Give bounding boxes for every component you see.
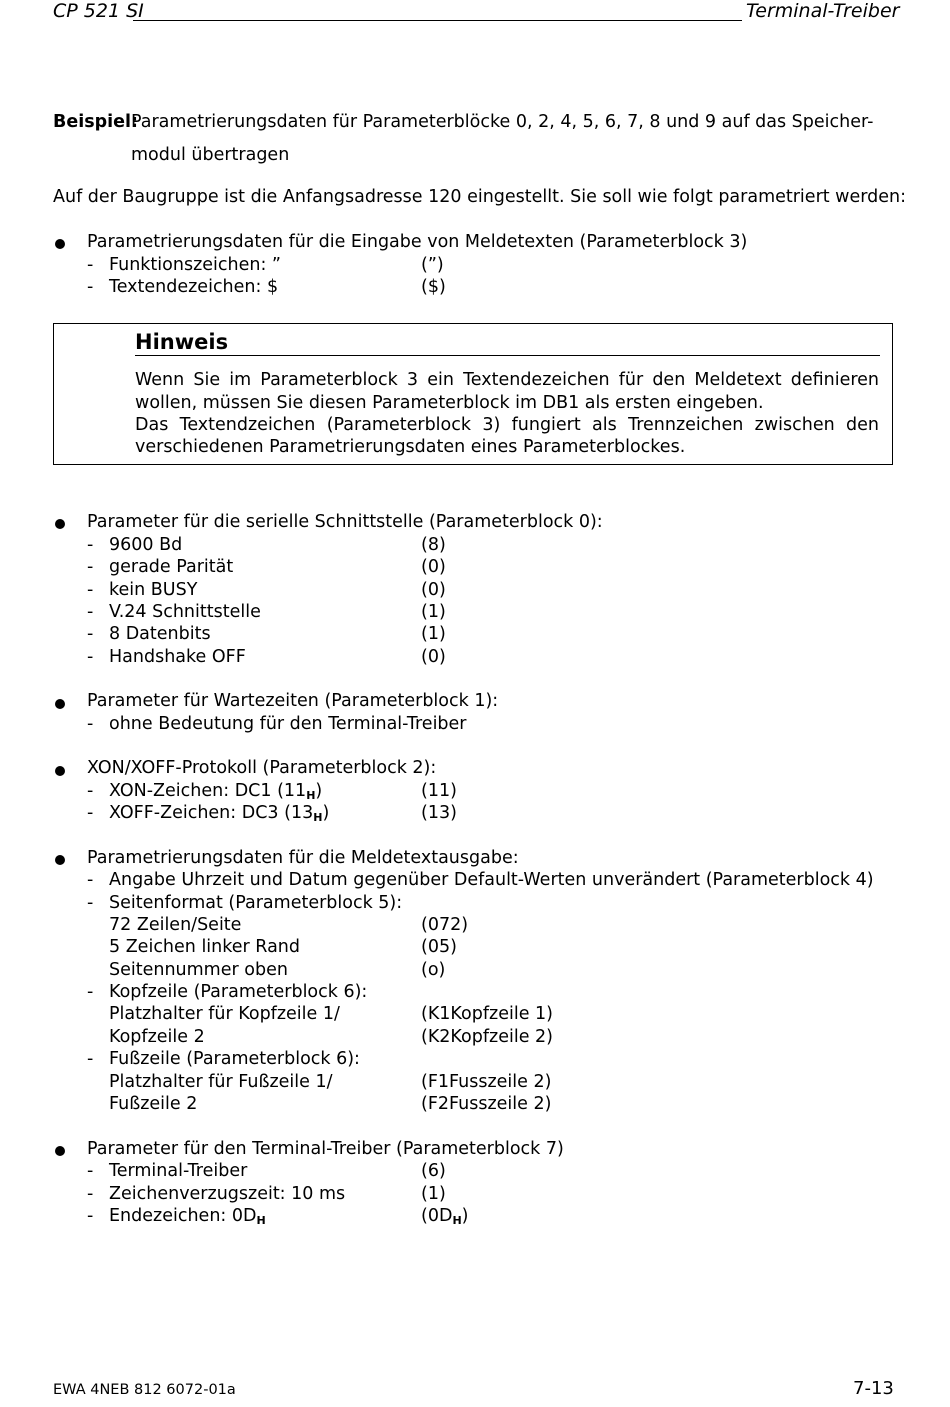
section3-item: ohne Bedeutung für den Terminal-Treiber: [109, 714, 467, 734]
example-label: Beispiel:: [53, 112, 139, 132]
page-number: 7-13: [853, 1378, 894, 1399]
dash: -: [87, 624, 94, 644]
page-row-value: (05): [421, 937, 457, 957]
section2-item: Handshake OFF: [109, 647, 246, 667]
xoff-value: (13): [421, 803, 457, 823]
xon-item: XON-Zeichen: DC1 $(11_H)$: [109, 781, 323, 802]
section5-item: Kopfzeile (Parameterblock 6):: [109, 982, 368, 1002]
note-line: Wenn Sie im Parameterblock 3 ein Textendezeichen für den Meldetext definieren: [135, 370, 879, 390]
section1-item: Textendezeichen: $: [109, 277, 279, 297]
dash: -: [87, 714, 94, 734]
section5-item: Fußzeile (Parameterblock 6):: [109, 1049, 360, 1069]
end-char-value: $(0D_H)$: [421, 1206, 469, 1227]
xoff-item: XOFF-Zeichen: DC3 $(13_H)$: [109, 803, 330, 824]
note-line: verschiedenen Parametrierungsdaten eines Parameterblockes.: [135, 437, 686, 457]
section1-title: Parametrierungsdaten für die Eingabe von Meldetexten (Parameterblock 3): [87, 232, 748, 252]
section2-value: (1): [421, 602, 446, 622]
bullet-icon: [55, 239, 65, 249]
dash: -: [87, 893, 94, 913]
section5-item: Seitenformat (Parameterblock 5):: [109, 893, 403, 913]
page-row-value: (o): [421, 960, 446, 980]
section2-title: Parameter für die serielle Schnittstelle (Parameterblock 0):: [87, 512, 603, 532]
dash: -: [87, 870, 94, 890]
foot-row-value: (F2Fusszeile 2): [421, 1094, 552, 1114]
section4-title: XON/XOFF-Protokoll (Parameterblock 2):: [87, 758, 437, 778]
section2-item: 8 Datenbits: [109, 624, 211, 644]
note-line: Das Textendzeichen (Parameterblock 3) fungiert als Trennzeichen zwischen den: [135, 415, 879, 435]
dash: -: [87, 535, 94, 555]
section6-item: Zeichenverzugszeit: 10 ms: [109, 1184, 346, 1204]
page-row: Seitennummer oben: [109, 960, 288, 980]
page-row: 72 Zeilen/Seite: [109, 915, 242, 935]
section6-value: (6): [421, 1161, 446, 1181]
section2-value: (0): [421, 557, 446, 577]
dash: -: [87, 602, 94, 622]
intro-text: Auf der Baugruppe ist die Anfangsadresse 120 eingestellt. Sie soll wie folgt parametriert werden:: [53, 187, 907, 207]
bullet-icon: [55, 1146, 65, 1156]
section2-value: (8): [421, 535, 446, 555]
note-title: Hinweis: [135, 330, 229, 354]
head-row: Platzhalter für Kopfzeile 1/: [109, 1004, 340, 1024]
bullet-icon: [55, 855, 65, 865]
dash: -: [87, 557, 94, 577]
header-right: Terminal-Treiber: [746, 0, 900, 22]
section6-title: Parameter für den Terminal-Treiber (Parameterblock 7): [87, 1139, 564, 1159]
example-line1: Parametrierungsdaten für Parameterblöcke 0, 2, 4, 5, 6, 7, 8 und 9 auf das Speicher-: [131, 112, 874, 132]
end-char-item: Endezeichen: $0D_H$: [109, 1206, 266, 1227]
section3-title: Parameter für Wartezeiten (Parameterblock 1):: [87, 691, 499, 711]
dash: -: [87, 803, 94, 823]
note-line: wollen, müssen Sie diesen Parameterblock im DB1 als ersten eingeben.: [135, 393, 764, 413]
header-left: CP 521 SI: [53, 0, 144, 22]
head-row: Kopfzeile 2: [109, 1027, 205, 1047]
section1-item: Funktionszeichen: ”: [109, 255, 281, 275]
dash: -: [87, 255, 94, 275]
section5-item: Angabe Uhrzeit und Datum gegenüber Default-Werten unverändert (Parameterblock 4): [109, 870, 874, 890]
dash: -: [87, 647, 94, 667]
foot-row-value: (F1Fusszeile 2): [421, 1072, 552, 1092]
foot-row: Platzhalter für Fußzeile 1/: [109, 1072, 333, 1092]
section2-item: gerade Parität: [109, 557, 234, 577]
section2-value: (1): [421, 624, 446, 644]
note-rule: [135, 355, 880, 356]
dash: -: [87, 580, 94, 600]
bullet-icon: [55, 519, 65, 529]
example-line2: modul übertragen: [131, 145, 290, 165]
section6-value: (1): [421, 1184, 446, 1204]
head-row-value: (K2Kopfzeile 2): [421, 1027, 553, 1047]
section1-value: ($): [421, 277, 446, 297]
section1-value: (”): [421, 255, 444, 275]
bullet-icon: [55, 699, 65, 709]
dash: -: [87, 277, 94, 297]
xon-value: (11): [421, 781, 457, 801]
dash: -: [87, 1184, 94, 1204]
dash: -: [87, 1161, 94, 1181]
subscript: H: [313, 811, 323, 824]
dash: -: [87, 781, 94, 801]
page-row: 5 Zeichen linker Rand: [109, 937, 300, 957]
section2-item: 9600 Bd: [109, 535, 183, 555]
header-rule: [133, 20, 742, 21]
page-row-value: (072): [421, 915, 469, 935]
foot-row: Fußzeile 2: [109, 1094, 198, 1114]
subscript: H: [256, 1214, 266, 1227]
section2-value: (0): [421, 647, 446, 667]
head-row-value: (K1Kopfzeile 1): [421, 1004, 553, 1024]
section2-item: kein BUSY: [109, 580, 198, 600]
subscript: H: [306, 789, 316, 802]
subscript: H: [452, 1214, 462, 1227]
dash: -: [87, 982, 94, 1002]
section2-value: (0): [421, 580, 446, 600]
section6-item: Terminal-Treiber: [109, 1161, 248, 1181]
footer-doc: EWA 4NEB 812 6072-01a: [53, 1382, 236, 1398]
dash: -: [87, 1206, 94, 1226]
dash: -: [87, 1049, 94, 1069]
bullet-icon: [55, 766, 65, 776]
section5-title: Parametrierungsdaten für die Meldetextausgabe:: [87, 848, 519, 868]
section2-item: V.24 Schnittstelle: [109, 602, 261, 622]
